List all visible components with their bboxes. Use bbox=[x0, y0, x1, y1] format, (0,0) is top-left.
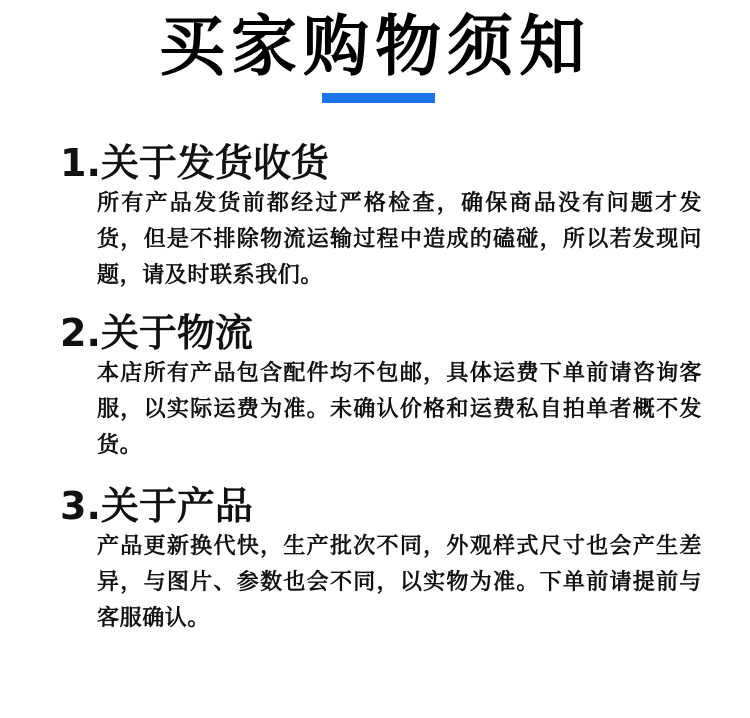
section-logistics bbox=[60, 310, 710, 464]
section-body: 产品更新换代快，生产批次不同，外观样式尺寸也会产生差异，与图片、参数也会不同，以实物为准。下单前请提前与客服确认。 bbox=[97, 534, 702, 631]
section-heading: 1.关于发货收货 bbox=[60, 141, 329, 185]
section-shipping-receiving bbox=[60, 140, 710, 294]
section-body: 所有产品发货前都经过严格检查，确保商品没有问题才发货，但是不排除物流运输过程中造成的磕碰，所以若发现问题，请及时联系我们。 bbox=[97, 191, 702, 288]
title-underline-bar bbox=[322, 93, 435, 103]
section-heading: 2.关于物流 bbox=[60, 311, 253, 355]
section-heading: 3.关于产品 bbox=[60, 484, 253, 528]
page-title: 买家购物须知 bbox=[159, 8, 591, 85]
section-product bbox=[60, 483, 710, 637]
section-body: 本店所有产品包含配件均不包邮，具体运费下单前请咨询客服，以实际运费为准。未确认价格和运费私自拍单者概不发货。 bbox=[97, 361, 702, 458]
